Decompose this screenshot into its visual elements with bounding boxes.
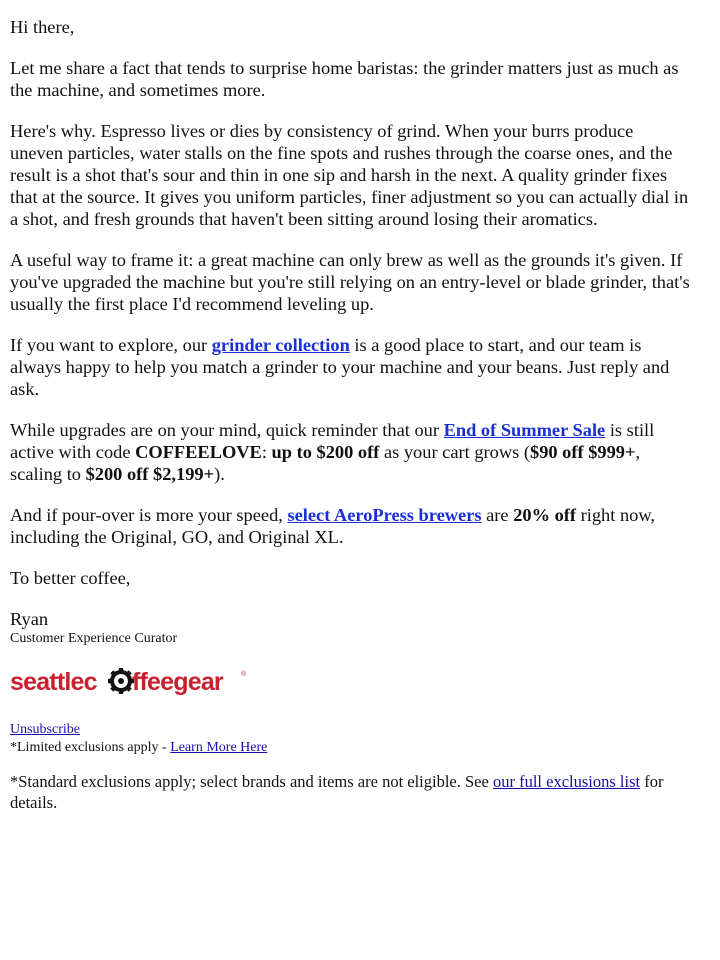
framing-paragraph: A useful way to frame it: a great machine can only brew as well as the grounds it's given. If you've upgraded the machine but you're still relying on an entry-level or blade grinder, that's usually the first place I'd recommend leveling up. (10, 250, 690, 314)
explore-text-before: If you want to explore, our (10, 335, 212, 355)
explanation-paragraph: Here's why. Espresso lives or dies by consistency of grind. When your burrs produce uneven particles, water stalls on the fine spots and rushes through the coarse ones, and the result is a shot that's sour and thin in one sip and harsh in the next. A quality grinder fixes that at the source. It gives you uniform particles, finer adjustment so you can actually dial in a shot, and fresh grounds that haven't been sitting around losing their aromatics. (10, 121, 689, 229)
aeropress-text-before: And if pour-over is more your speed, (10, 505, 288, 525)
standard-exclusions-text: *Standard exclusions apply; select brands and items are not eligible. See (10, 772, 493, 791)
signature-name: Ryan (10, 609, 49, 629)
logo-text-after: ffeegear (132, 668, 223, 696)
aeropress-brewers-link[interactable]: select AeroPress brewers (287, 505, 482, 525)
aeropress-text-mid: are (481, 505, 514, 525)
registered-mark: ® (241, 671, 247, 678)
aeropress-discount: 20% off (513, 505, 577, 525)
logo-text-before: seattlec (10, 668, 97, 696)
sale-text-mid4: , scaling to (10, 442, 641, 484)
discount-tier-2: $200 off $2,199+ (85, 464, 215, 484)
seattle-coffee-gear-logo[interactable] (10, 666, 690, 705)
sale-text-mid1: is still active with code (10, 420, 655, 462)
unsubscribe-link[interactable]: Unsubscribe (10, 722, 80, 737)
limited-exclusions-line (10, 739, 690, 757)
greeting: Hi there, (10, 17, 75, 37)
exclusions-list-link[interactable]: our full exclusions list (492, 772, 641, 791)
signature-title: Customer Experience Curator (10, 631, 178, 646)
discount-headline: up to $200 off (271, 442, 380, 462)
explore-paragraph (10, 334, 690, 400)
gear-icon (108, 668, 134, 694)
learn-more-link[interactable]: Learn More Here (170, 740, 268, 755)
sale-paragraph (10, 419, 690, 485)
signoff: To better coffee, (10, 568, 131, 588)
sale-text-mid2: : (261, 442, 272, 462)
sale-text-mid3: as your cart grows ( (379, 442, 530, 462)
logo-graphic (10, 666, 250, 700)
unsubscribe-line (10, 721, 690, 739)
standard-exclusions-paragraph (10, 771, 690, 813)
limited-exclusions-text: *Limited exclusions apply - (10, 740, 171, 755)
grinder-collection-link[interactable]: grinder collection (211, 335, 350, 355)
sale-text-before: While upgrades are on your mind, quick reminder that our (10, 420, 444, 440)
aeropress-paragraph (10, 504, 690, 548)
sale-text-end: ). (214, 464, 225, 484)
promo-code: COFFEELOVE (135, 442, 262, 462)
intro-paragraph: Let me share a fact that tends to surprise home baristas: the grinder matters just as much as the machine, and sometimes more. (10, 58, 679, 100)
standard-exclusions-after: for details. (10, 772, 664, 812)
end-of-summer-sale-link[interactable]: End of Summer Sale (443, 420, 606, 440)
discount-tier-1: $90 off $999+ (530, 442, 636, 462)
explore-text-after: is a good place to start, and our team is always happy to help you match a grinder to your machine and your beans. Just reply and ask. (10, 335, 670, 399)
aeropress-text-after: right now, including the Original, GO, and Original XL. (10, 505, 656, 547)
